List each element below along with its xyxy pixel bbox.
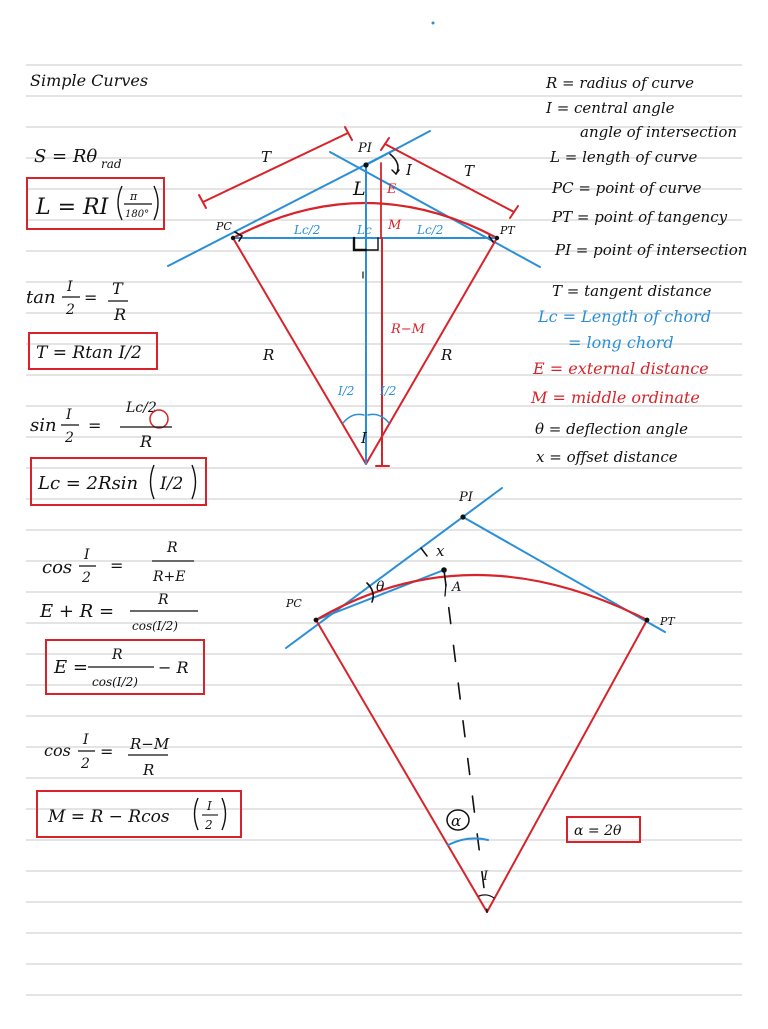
svg-text:=: = xyxy=(88,416,102,435)
middle-formula-box xyxy=(37,791,241,837)
svg-text:π: π xyxy=(130,190,138,203)
svg-text:− R: − R xyxy=(158,658,189,677)
legend-item: I = central angle xyxy=(546,99,675,117)
svg-text:R: R xyxy=(140,432,153,451)
svg-text:I: I xyxy=(406,161,412,179)
svg-text:R: R xyxy=(263,346,275,364)
svg-text:L = RI: L = RI xyxy=(36,195,109,220)
tangent-formula-box xyxy=(29,333,157,369)
svg-text:rad: rad xyxy=(101,157,122,171)
svg-text:R−M: R−M xyxy=(130,735,170,753)
length-formula-box xyxy=(27,178,164,229)
svg-text:x: x xyxy=(436,542,445,560)
svg-text:I/2: I/2 xyxy=(160,474,184,494)
svg-text:L: L xyxy=(353,178,366,200)
svg-text:PT: PT xyxy=(500,224,515,237)
sin-relation xyxy=(30,400,172,451)
svg-text:I/2: I/2 xyxy=(338,384,355,398)
legend-item: PC = point of curve xyxy=(552,179,702,197)
blue-dot xyxy=(432,22,435,25)
svg-text:I: I xyxy=(84,547,90,563)
tangent-distance-left xyxy=(203,133,348,202)
svg-text:Lc: Lc xyxy=(357,223,372,237)
legend-item: PT = point of tangency xyxy=(552,208,728,226)
svg-text:I/2: I/2 xyxy=(380,384,397,398)
legend-item: L = length of curve xyxy=(550,148,698,166)
svg-text:R−M: R−M xyxy=(391,322,425,337)
legend-item: Lc = Length of chord xyxy=(538,307,712,326)
svg-text:PI: PI xyxy=(459,490,473,505)
external-formula-box xyxy=(46,640,204,694)
alpha-relation-box xyxy=(567,817,640,842)
svg-text:cos: cos xyxy=(44,741,71,760)
svg-text:I: I xyxy=(67,279,73,295)
radius-pt xyxy=(487,620,647,912)
svg-text:T: T xyxy=(261,148,272,166)
svg-text:M: M xyxy=(388,218,402,233)
svg-text:sin: sin xyxy=(30,415,57,436)
tan-relation xyxy=(26,279,128,324)
svg-text:cos: cos xyxy=(42,557,73,578)
svg-text:2: 2 xyxy=(82,570,91,586)
svg-text:R+E: R+E xyxy=(153,569,186,585)
svg-text:PI: PI xyxy=(358,141,372,156)
svg-text:=: = xyxy=(84,288,98,307)
radius-right xyxy=(366,238,497,464)
svg-text:Lc/2: Lc/2 xyxy=(417,223,444,237)
legend-item: PI = point of intersection xyxy=(555,241,748,259)
dashed-radius xyxy=(444,570,487,912)
svg-text:A: A xyxy=(452,580,462,595)
radius-left xyxy=(233,238,366,464)
svg-text:Lc/2: Lc/2 xyxy=(126,400,157,416)
curve-2 xyxy=(316,575,647,620)
svg-text:R: R xyxy=(167,540,178,556)
svg-text:Lc/2: Lc/2 xyxy=(294,223,321,237)
svg-text:=: = xyxy=(110,556,124,575)
svg-text:R: R xyxy=(441,346,453,364)
svg-text:E + R =: E + R = xyxy=(40,601,115,622)
svg-text:α: α xyxy=(451,812,462,830)
legend-item: x = offset distance xyxy=(536,448,678,466)
svg-text:θ: θ xyxy=(376,579,385,595)
svg-text:T: T xyxy=(112,279,123,298)
svg-text:R: R xyxy=(143,761,155,779)
legend-item: angle of intersection xyxy=(580,123,738,141)
svg-text:PC: PC xyxy=(286,597,302,610)
svg-text:I: I xyxy=(66,407,72,423)
cos-middle-relation xyxy=(44,732,170,779)
svg-text:2: 2 xyxy=(81,756,90,772)
legend-item: M = middle ordinate xyxy=(531,388,700,407)
svg-text:α = 2θ: α = 2θ xyxy=(574,823,622,839)
svg-text:=: = xyxy=(100,742,114,761)
svg-text:tan: tan xyxy=(26,287,56,308)
page-title: Simple Curves xyxy=(30,71,149,90)
tangent-distance-right xyxy=(385,144,514,212)
svg-text:T = Rtan I/2: T = Rtan I/2 xyxy=(36,343,142,363)
svg-text:R: R xyxy=(114,305,127,324)
svg-text:2: 2 xyxy=(66,302,75,318)
svg-text:PT: PT xyxy=(660,615,675,628)
e-plus-r-relation xyxy=(39,592,198,633)
svg-text:E =: E = xyxy=(54,657,88,678)
svg-text:E: E xyxy=(387,182,397,197)
radius-pc xyxy=(316,620,487,912)
legend-item: R = radius of curve xyxy=(546,74,694,92)
svg-text:2: 2 xyxy=(205,818,213,832)
legend-item: T = tangent distance xyxy=(552,282,712,300)
svg-text:I: I xyxy=(83,732,89,748)
svg-text:R: R xyxy=(112,647,123,663)
legend-item: = long chord xyxy=(568,333,674,352)
svg-text:cos(I/2): cos(I/2) xyxy=(92,675,138,689)
svg-text:2: 2 xyxy=(65,430,74,446)
legend-item: θ = deflection angle xyxy=(535,420,689,438)
svg-text:M = R − Rcos: M = R − Rcos xyxy=(48,807,170,827)
back-tangent-extension xyxy=(366,131,430,165)
deflection-diagram xyxy=(286,488,665,912)
svg-text:I: I xyxy=(361,429,367,447)
svg-text:180°: 180° xyxy=(125,209,150,220)
svg-text:I: I xyxy=(483,869,489,884)
svg-text:cos(I/2): cos(I/2) xyxy=(132,619,178,633)
cos-relation xyxy=(42,540,194,586)
legend-item: E = external distance xyxy=(533,359,709,378)
arc-length-formula xyxy=(34,146,122,171)
chord-formula-box xyxy=(31,458,206,505)
svg-text:PC: PC xyxy=(216,220,232,233)
svg-text:I: I xyxy=(207,799,212,813)
svg-text:Lc = 2Rsin: Lc = 2Rsin xyxy=(38,473,139,494)
svg-text:S = Rθ: S = Rθ xyxy=(34,146,98,167)
definitions-legend xyxy=(530,74,747,466)
svg-text:R: R xyxy=(158,592,169,608)
svg-text:T: T xyxy=(464,162,475,180)
